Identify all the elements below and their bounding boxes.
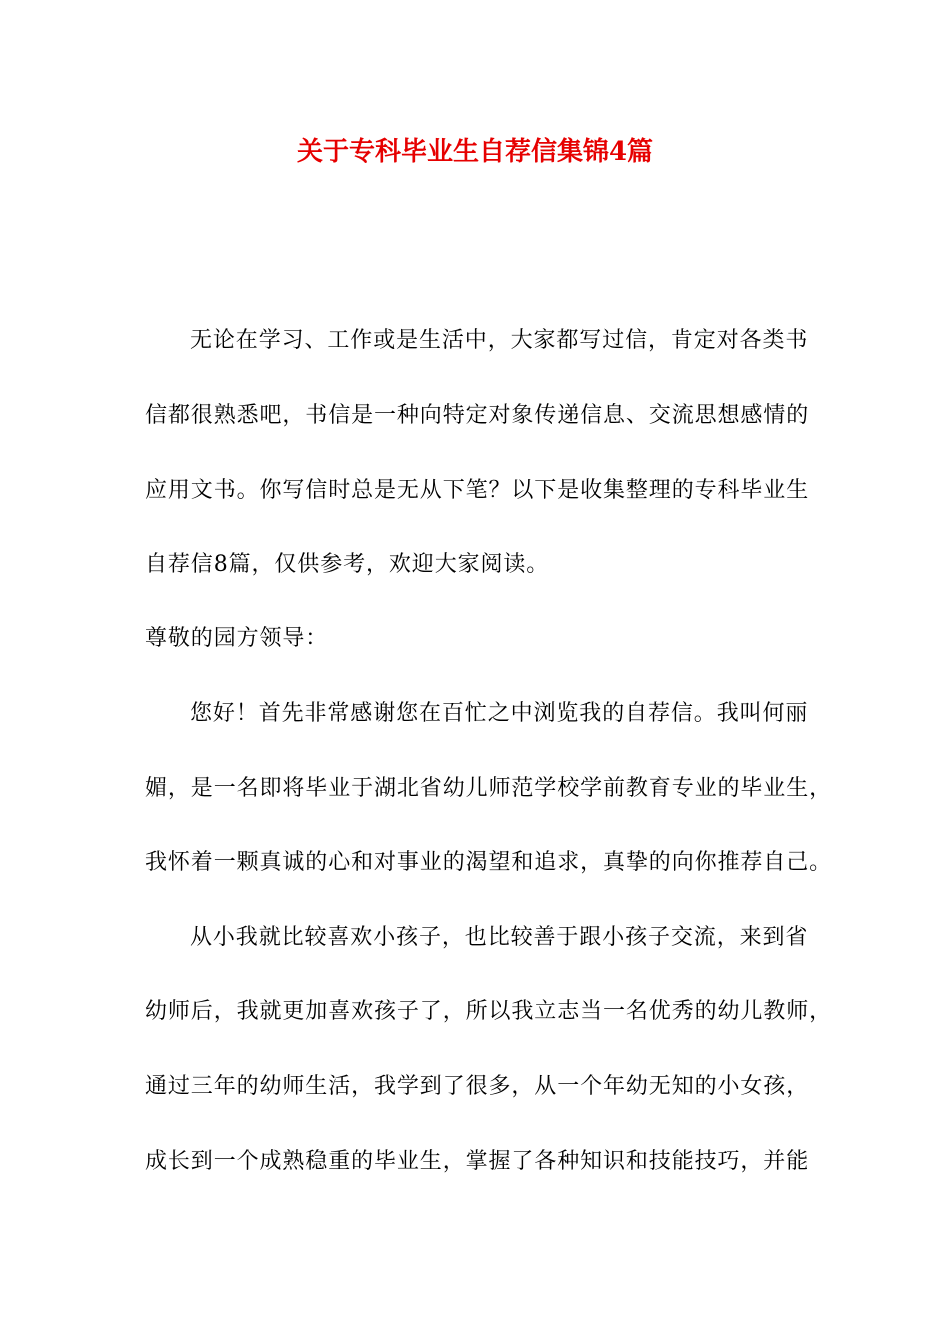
paragraph-line: 我怀着一颗真诚的心和对事业的渴望和追求，真挚的向你推荐自己。 <box>145 850 833 875</box>
paragraph-line: 应用文书。你写信时总是无从下笔？以下是收集整理的专科毕业生 <box>145 478 810 503</box>
paragraph-line: 通过三年的幼师生活，我学到了很多，从一个年幼无知的小女孩， <box>145 1074 810 1099</box>
document-title: 关于专科毕业生自荐信集锦4篇 <box>296 137 654 167</box>
paragraph-line: 幼师后，我就更加喜欢孩子了，所以我立志当一名优秀的幼儿教师， <box>145 999 833 1024</box>
salutation-line: 尊敬的园方领导： <box>145 626 329 651</box>
paragraph-line: 媚，是一名即将毕业于湖北省幼儿师范学校学前教育专业的毕业生， <box>145 776 833 801</box>
paragraph-line: 无论在学习、工作或是生活中，大家都写过信，肯定对各类书 <box>190 328 809 353</box>
paragraph-line: 从小我就比较喜欢小孩子，也比较善于跟小孩子交流，来到省 <box>190 925 809 950</box>
paragraph-line: 成长到一个成熟稳重的毕业生，掌握了各种知识和技能技巧，并能 <box>145 1149 810 1174</box>
paragraph-line: 您好！首先非常感谢您在百忙之中浏览我的自荐信。我叫何丽 <box>190 701 809 726</box>
paragraph-line: 自荐信8篇，仅供参考，欢迎大家阅读。 <box>145 552 550 577</box>
paragraph-line: 信都很熟悉吧，书信是一种向特定对象传递信息、交流思想感情的 <box>145 403 810 428</box>
